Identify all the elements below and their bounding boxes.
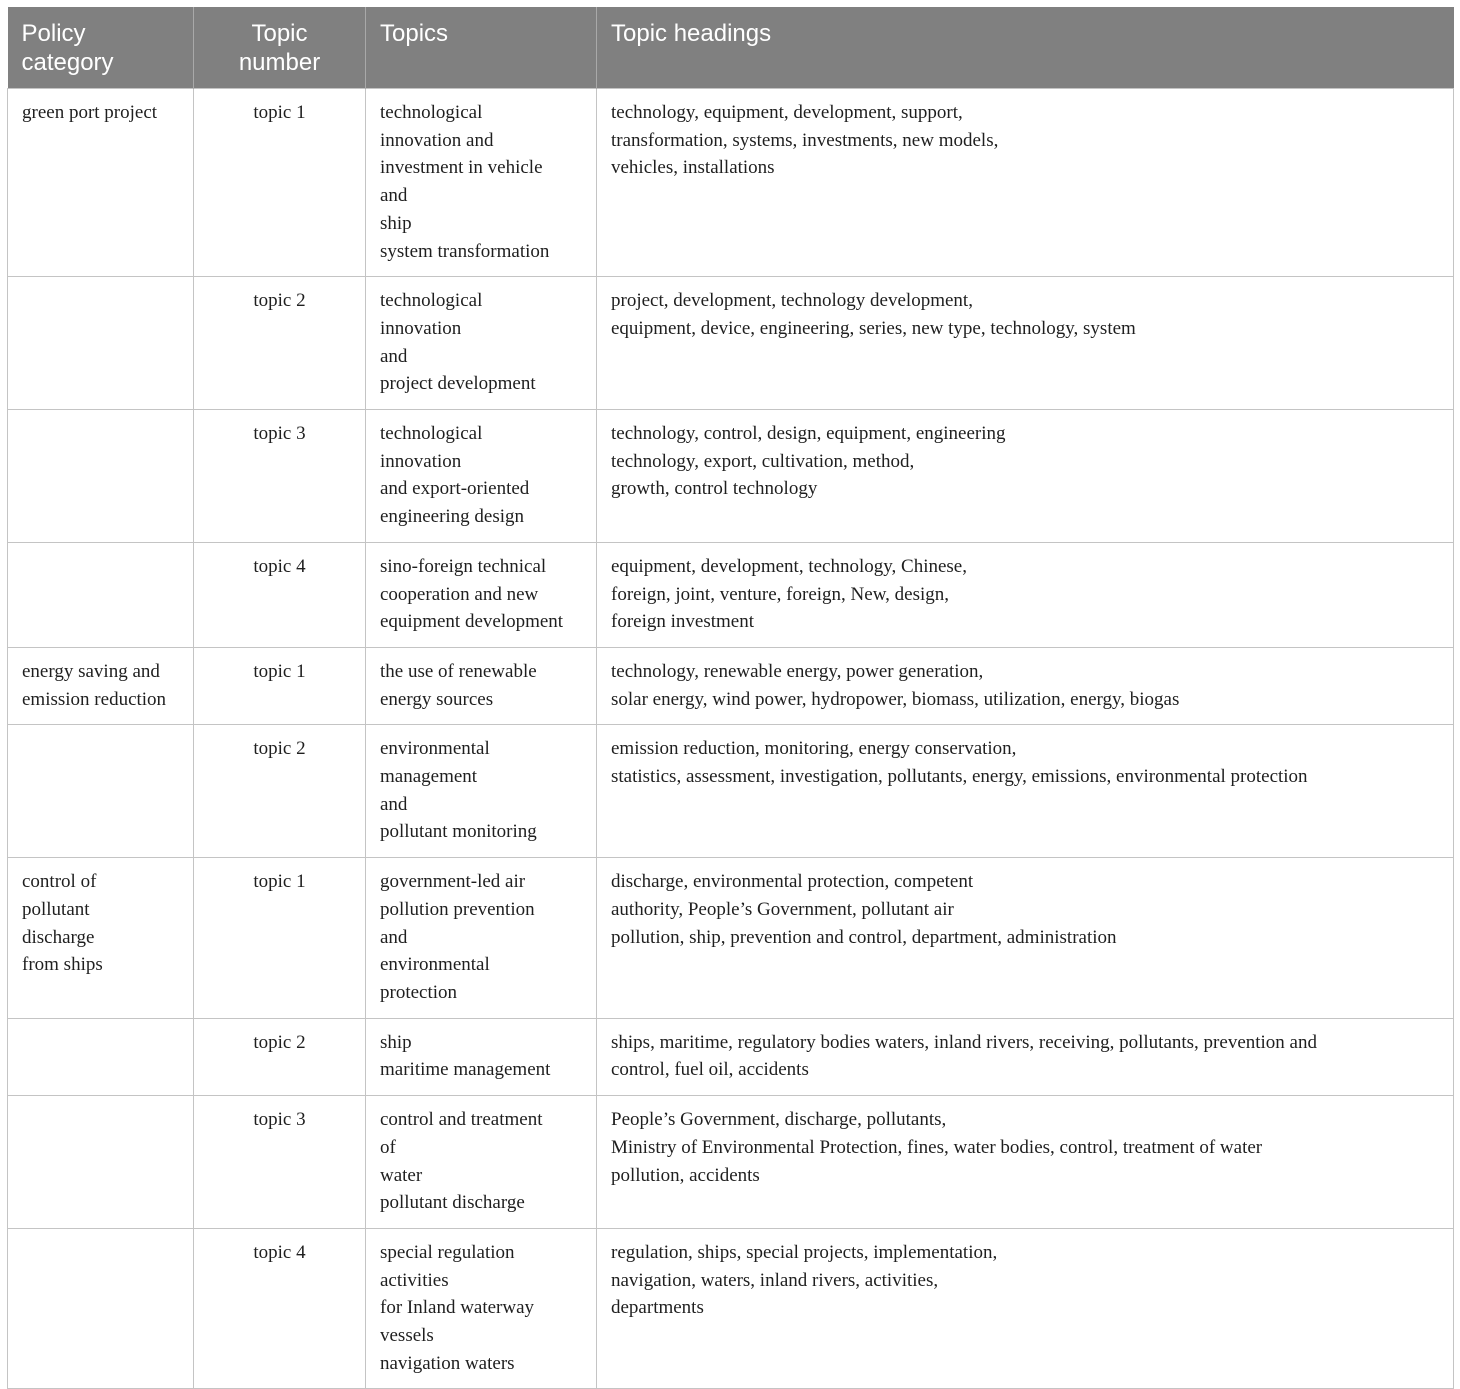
cell-topic-headings: People’s Government, discharge, pollutants, Ministry of Environmental Protection, fines, water bodies, control, treatment of water pollution, accidents [597,1096,1454,1229]
cell-topic-number: topic 2 [194,277,366,410]
cell-topic-headings: technology, control, design, equipment, engineering technology, export, cultivation, method, growth, control technology [597,410,1454,543]
table-row [8,858,1454,1019]
cell-topic: government-led air pollution prevention and environmental protection [366,858,597,1019]
cell-topic: sino-foreign technical cooperation and new equipment development [366,542,597,647]
cell-topic: the use of renewable energy sources [366,647,597,724]
header-topic-headings: Topic headings [597,7,1454,89]
cell-policy-category [8,277,194,410]
header-topic-number: Topic number [194,7,366,89]
cell-topic-headings: emission reduction, monitoring, energy conservation, statistics, assessment, investigation, pollutants, energy, emissions, environmental protection [597,725,1454,858]
table-header [8,7,1454,89]
cell-policy-category [8,1018,194,1095]
topic-table [7,7,1454,1389]
table-row [8,410,1454,543]
cell-topic-headings: ships, maritime, regulatory bodies waters, inland rivers, receiving, pollutants, prevention and control, fuel oil, accidents [597,1018,1454,1095]
table-row [8,725,1454,858]
cell-topic-number: topic 4 [194,1228,366,1389]
table-row [8,647,1454,724]
cell-policy-category [8,725,194,858]
cell-policy-category [8,1096,194,1229]
cell-topic-number: topic 1 [194,858,366,1019]
cell-topic: special regulation activities for Inland waterway vessels navigation waters [366,1228,597,1389]
cell-topic-number: topic 1 [194,89,366,277]
cell-topic-headings: discharge, environmental protection, competent authority, People’s Government, pollutant air pollution, ship, prevention and control, department, administration [597,858,1454,1019]
cell-topic: technological innovation and export-oriented engineering design [366,410,597,543]
cell-topic: ship maritime management [366,1018,597,1095]
cell-topic-number: topic 3 [194,1096,366,1229]
header-topics: Topics [366,7,597,89]
cell-policy-category [8,410,194,543]
cell-topic: technological innovation and investment in vehicle and ship system transformation [366,89,597,277]
cell-policy-category [8,1228,194,1389]
cell-topic-headings: equipment, development, technology, Chinese, foreign, joint, venture, foreign, New, design, foreign investment [597,542,1454,647]
table-body [8,89,1454,1389]
cell-policy-category: energy saving and emission reduction [8,647,194,724]
cell-policy-category: green port project [8,89,194,277]
cell-topic: technological innovation and project development [366,277,597,410]
cell-topic-headings: project, development, technology development, equipment, device, engineering, series, new type, technology, system [597,277,1454,410]
cell-topic-number: topic 2 [194,1018,366,1095]
table-row [8,1018,1454,1095]
table-row [8,1096,1454,1229]
cell-topic: environmental management and pollutant monitoring [366,725,597,858]
cell-topic-number: topic 3 [194,410,366,543]
cell-policy-category: control of pollutant discharge from ships [8,858,194,1019]
cell-topic-number: topic 4 [194,542,366,647]
cell-topic-number: topic 1 [194,647,366,724]
table-row [8,542,1454,647]
cell-policy-category [8,542,194,647]
header-policy-category: Policy category [8,7,194,89]
table-row [8,1228,1454,1389]
cell-topic-headings: regulation, ships, special projects, implementation, navigation, waters, inland rivers, activities, departments [597,1228,1454,1389]
cell-topic: control and treatment of water pollutant discharge [366,1096,597,1229]
table-row [8,89,1454,277]
header-row [8,7,1454,89]
cell-topic-number: topic 2 [194,725,366,858]
cell-topic-headings: technology, renewable energy, power generation, solar energy, wind power, hydropower, biomass, utilization, energy, biogas [597,647,1454,724]
cell-topic-headings: technology, equipment, development, support, transformation, systems, investments, new models, vehicles, installations [597,89,1454,277]
table-row [8,277,1454,410]
